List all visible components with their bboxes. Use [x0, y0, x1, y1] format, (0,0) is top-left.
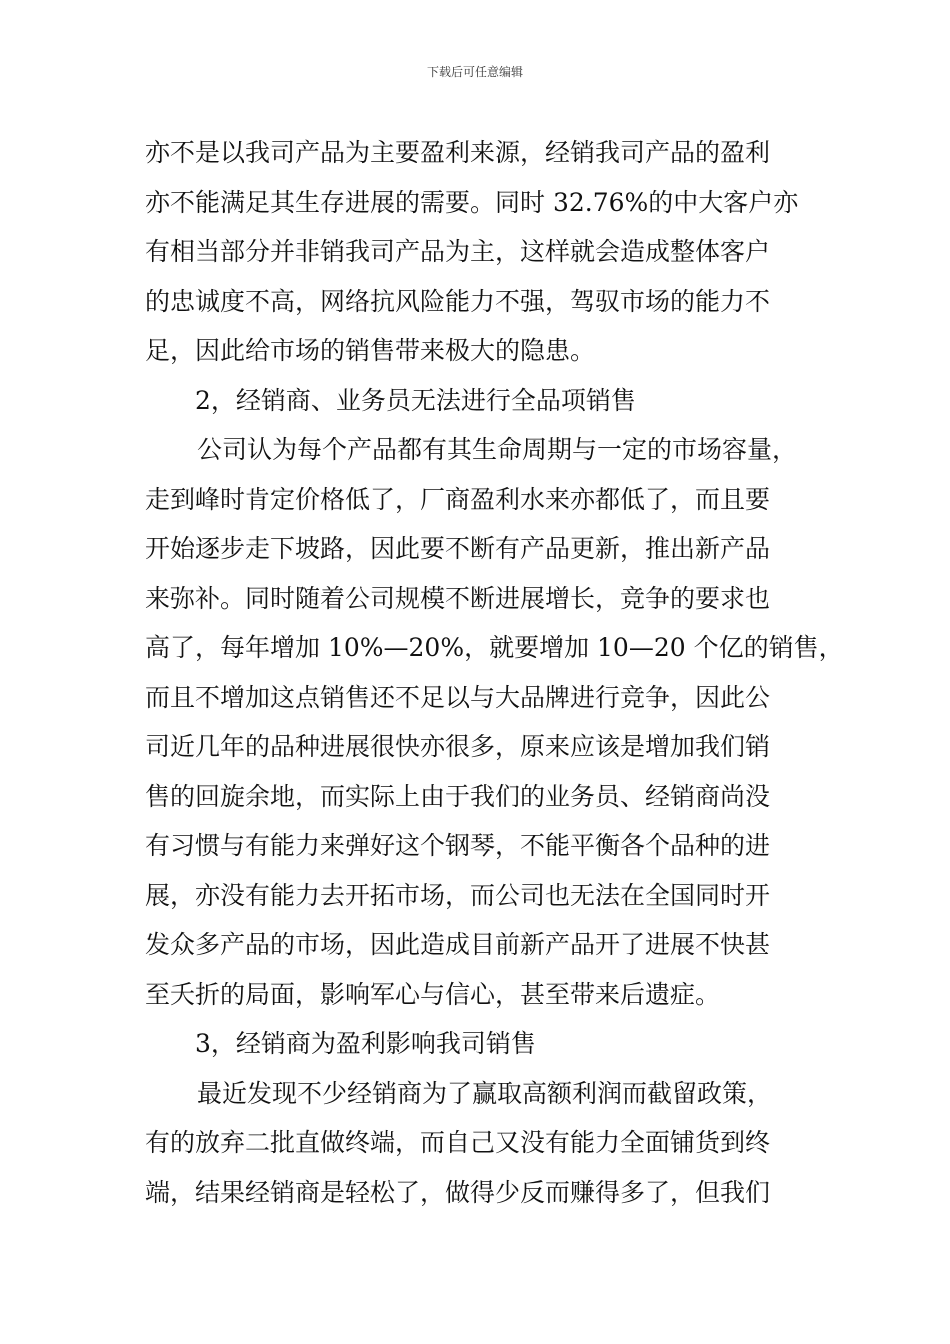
body-line: 有习惯与有能力来弹好这个钢琴，不能平衡各个品种的进 — [145, 831, 771, 860]
body-line: 亦不能满足其生存进展的需要。同时 32.76%的中大客户亦 — [145, 187, 799, 217]
body-line: 足，因此给市场的销售带来极大的隐患。 — [145, 336, 596, 365]
body-line: 有的放弃二批直做终端，而自己又没有能力全面铺货到终 — [145, 1128, 771, 1157]
body-line: 售的回旋余地，而实际上由于我们的业务员、经销商尚没 — [145, 781, 771, 811]
body-line: 来弥补。同时随着公司规模不断进展增长，竞争的要求也 — [145, 583, 771, 613]
body-line: 端，结果经销商是轻松了，做得少反而赚得多了，但我们 — [145, 1177, 771, 1207]
page-header: 下载后可任意编辑 — [426, 65, 523, 79]
body-line: 至夭折的局面，影响军心与信心，甚至带来后遗症。 — [145, 979, 721, 1009]
section-heading: 3，经销商为盈利影响我司销售 — [195, 1029, 536, 1058]
body-line: 发众多产品的市场，因此造成目前新产品开了进展不快甚 — [145, 930, 771, 959]
body-line: 而且不增加这点销售还不足以与大品牌进行竞争，因此公 — [145, 682, 771, 712]
body-line: 开始逐步走下坡路，因此要不断有产品更新，推出新产品 — [145, 534, 771, 563]
document-body — [145, 128, 844, 1217]
body-line: 高了，每年增加 10%—20%，就要增加 10—20 个亿的销售， — [145, 633, 844, 662]
paragraph-first-line: 最近发现不少经销商为了赢取高额利润而截留政策， — [197, 1078, 773, 1108]
section-heading: 2，经销商、业务员无法进行全品项销售 — [195, 385, 636, 415]
body-line: 有相当部分并非销我司产品为主，这样就会造成整体客户 — [145, 237, 771, 266]
body-line: 展，亦没有能力去开拓市场，而公司也无法在全国同时开 — [145, 880, 771, 910]
body-line: 的忠诚度不高，网络抗风险能力不强，驾驭市场的能力不 — [145, 286, 771, 316]
body-line: 司近几年的品种进展很快亦很多，原来应该是增加我们销 — [145, 732, 771, 761]
body-line: 走到峰时肯定价格低了，厂商盈利水来亦都低了，而且要 — [145, 484, 771, 514]
paragraph-first-line: 公司认为每个产品都有其生命周期与一定的市场容量， — [197, 435, 798, 464]
body-line: 亦不是以我司产品为主要盈利来源，经销我司产品的盈利 — [145, 138, 771, 167]
